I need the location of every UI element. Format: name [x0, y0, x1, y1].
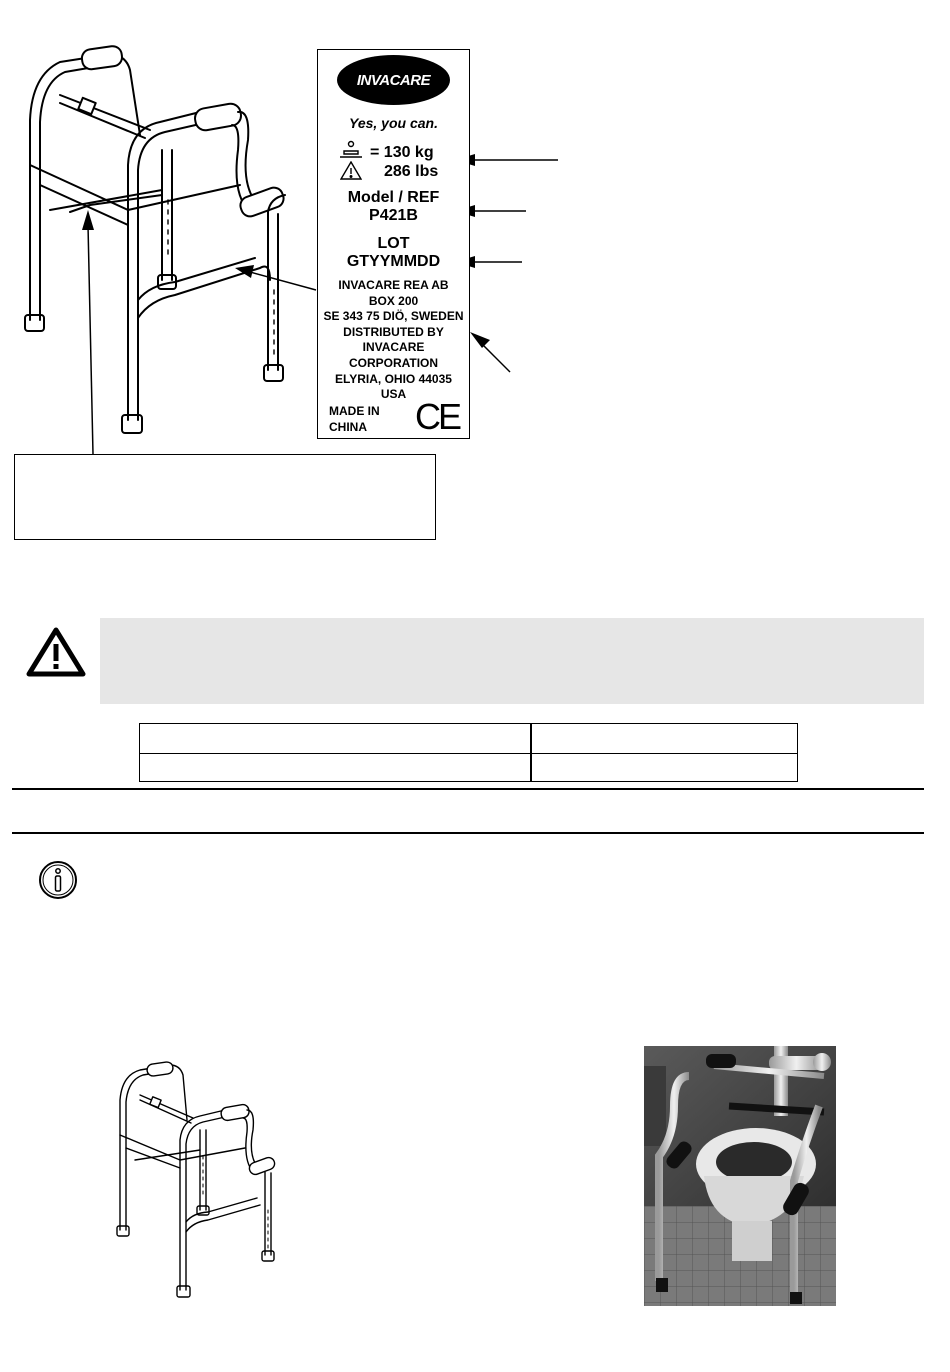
manufacturer-line: INVACARE [362, 340, 425, 355]
toilet-frame-photo-image [644, 1046, 836, 1306]
manufacturer-line: USA [380, 387, 407, 402]
warning-box [100, 618, 924, 704]
spec-table [139, 723, 798, 782]
manufacturer-line: DISTRIBUTED BY [343, 324, 444, 339]
max-load-kg: = 130 kg [370, 144, 434, 161]
made-in-country: CHINA [329, 420, 367, 434]
invacare-logo: INVACARE [337, 55, 450, 105]
ce-mark: CE [415, 396, 460, 437]
user-weight-icon [338, 140, 364, 158]
made-in-line: MADE IN [329, 404, 380, 418]
model-heading: Model / REF [347, 189, 440, 206]
manufacturer-line: BOX 200 [368, 293, 419, 308]
lot-code: GTYYMMDD [346, 253, 441, 270]
model-number: P421B [369, 207, 418, 224]
toilet-frame-photo [644, 1046, 836, 1306]
info-icon [38, 860, 78, 900]
caution-triangle-icon [340, 161, 362, 180]
table-row [140, 753, 797, 783]
section-rule [12, 788, 924, 790]
manufacturer-line: ELYRIA, OHIO 44035 [335, 371, 452, 386]
section-rule [12, 832, 924, 834]
walker-illustration-small [105, 1060, 285, 1300]
table-row [140, 724, 797, 753]
callout-box [14, 454, 436, 540]
max-load-lbs: 286 lbs [384, 163, 439, 180]
lot-heading: LOT [377, 235, 410, 252]
brand-tagline: Yes, you can. [349, 115, 438, 131]
manufacturer-line: SE 343 75 DIÖ, SWEDEN [323, 309, 464, 324]
warning-triangle-icon [26, 627, 86, 677]
manufacturer-line: CORPORATION [348, 356, 439, 370]
table-column-divider [530, 724, 532, 781]
made-in-text [329, 403, 399, 435]
manufacturer-line: INVACARE REA AB [338, 278, 449, 292]
